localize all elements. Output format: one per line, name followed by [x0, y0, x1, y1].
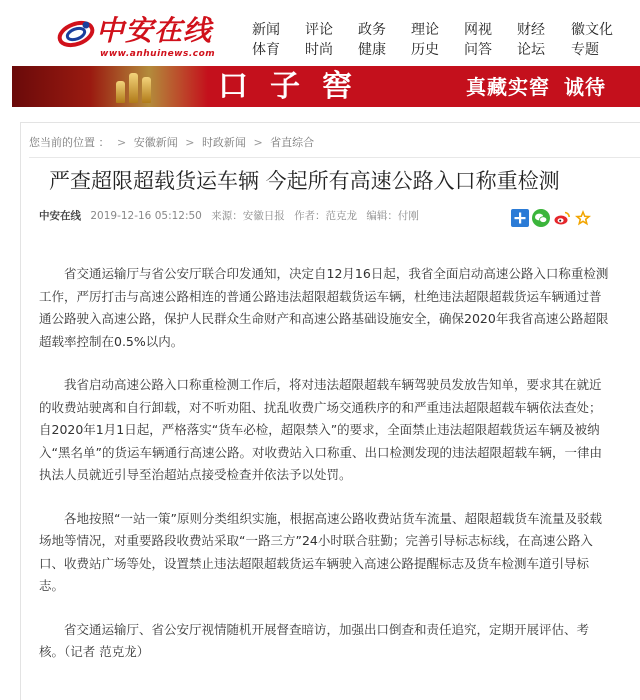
bottle-shape [129, 73, 138, 103]
logo-swirl-icon [56, 16, 96, 50]
breadcrumb [29, 136, 314, 150]
breadcrumb-prefix: 您当前的位置 ： [29, 136, 110, 149]
nav-item-comment[interactable]: 评论 [305, 22, 333, 38]
banner-product-image [12, 66, 208, 107]
article-paragraph: 省交通运输厅、省公安厅视情随机开展督查暗访，加强出口倒查和责任追究，定期开展评估、考核。（记者 范克龙） [39, 621, 590, 659]
breadcrumb-separator: > [185, 136, 195, 149]
nav-row-2 [252, 40, 632, 60]
breadcrumb-item-politics[interactable]: 时政新闻 [201, 136, 246, 149]
nav-item-fashion[interactable]: 时尚 [305, 42, 333, 58]
article-title: 严查超限超载货运车辆 今起所有高速公路入口称重检测 [49, 169, 560, 193]
article-paragraph: 各地按照“一站一策”原则分类组织实施，根据高速公路收费站货车流量、超限超载货车流量及驳载场地等情况，对重要路段收费站采取“一路三方”24小时联合驻勤；完善引导标志标线，在高速公路入口、收费站广场等处，设置禁止违法超限超载货运车辆驶入高速公路提醒标志及货车检测车道引导标志。 [39, 510, 602, 593]
site-logo[interactable] [56, 14, 216, 60]
article-meta [39, 209, 425, 223]
banner-slogan-1: 真藏实窖 [466, 75, 550, 99]
share-bar [511, 209, 592, 227]
nav-item-hui-culture[interactable]: 徽文化 [571, 22, 613, 38]
article-paragraph: 我省启动高速公路入口称重检测工作后，将对违法超限超载车辆驾驶员发放告知单，要求其在就近的收费站驶离和自行卸载，对不听劝阻、扰乱收费广场交通秩序的和严重违法超限超载车辆依法查处；自2020年1月1日起，严格落实“货车必检，超限禁入”的要求，全面禁止违法超限超载货运车辆及被纳入“黑名单”的货运车辆通行高速公路。对收费站入口称重、出口检测发现的违法超限超载车辆，一律由执法人员就近引导至治超站点接受检查并依法予以处罚。 [39, 377, 602, 482]
breadcrumb-item-anhui-news[interactable]: 安徽新闻 [133, 136, 178, 149]
site-header [0, 0, 640, 66]
nav-row-1 [252, 20, 632, 40]
bottle-shape [142, 77, 151, 103]
nav-item-theory[interactable]: 理论 [411, 22, 439, 38]
share-weibo-button[interactable] [553, 209, 571, 227]
nav-item-government[interactable]: 政务 [358, 22, 386, 38]
breadcrumb-separator: > [253, 136, 263, 149]
nav-item-special[interactable]: 专题 [571, 42, 599, 58]
nav-item-health[interactable]: 健康 [358, 42, 386, 58]
logo-url: www.anhuinews.com [100, 49, 216, 59]
plus-share-icon [511, 209, 529, 227]
weibo-icon [553, 209, 571, 227]
article-body [39, 263, 613, 685]
meta-date: 2019-12-16 05:12:50 [90, 210, 202, 222]
share-wechat-button[interactable] [532, 209, 550, 227]
banner-slogan-2: 诚待 [564, 75, 606, 99]
nav-item-forum[interactable]: 论坛 [517, 42, 545, 58]
nav-item-video[interactable]: 网视 [464, 22, 492, 38]
banner-slogan [466, 74, 606, 100]
banner-brand-text: 口子窖 [218, 69, 374, 104]
breadcrumb-item-provincial[interactable]: 省直综合 [270, 136, 315, 149]
meta-editor: 编辑：付刚 [366, 210, 419, 222]
logo-text: 中安在线 [96, 14, 213, 47]
favorite-star-icon [574, 209, 592, 227]
main-nav [252, 20, 632, 60]
meta-site: 中安在线 [39, 210, 81, 222]
bottle-shape [116, 81, 125, 103]
article-paragraph: 省交通运输厅与省公安厅联合印发通知，决定自12月16日起，我省全面启动高速公路入口称重检测工作，严厉打击与高速公路相连的普通公路违法超限超载货运车辆，杜绝违法超限超载货运车辆通过普通公路驶入高速公路，保护人民群众生命财产和高速公路基础设施安全，确保2020年我省高速公路超限超载率控制在0.5%以内。 [39, 266, 609, 349]
share-plus-button[interactable] [511, 209, 529, 227]
meta-author: 作者：范克龙 [294, 210, 358, 222]
article-container [20, 122, 640, 700]
nav-item-news[interactable]: 新闻 [252, 22, 280, 38]
meta-source: 来源：安徽日报 [211, 210, 285, 222]
nav-item-history[interactable]: 历史 [411, 42, 439, 58]
favorite-button[interactable] [574, 209, 592, 227]
nav-item-sports[interactable]: 体育 [252, 42, 280, 58]
nav-item-finance[interactable]: 财经 [517, 22, 545, 38]
banner-ad[interactable] [12, 66, 640, 107]
breadcrumb-separator: > [117, 136, 127, 149]
breadcrumb-divider [29, 157, 640, 158]
wechat-icon [532, 209, 550, 227]
nav-item-qa[interactable]: 问答 [464, 42, 492, 58]
